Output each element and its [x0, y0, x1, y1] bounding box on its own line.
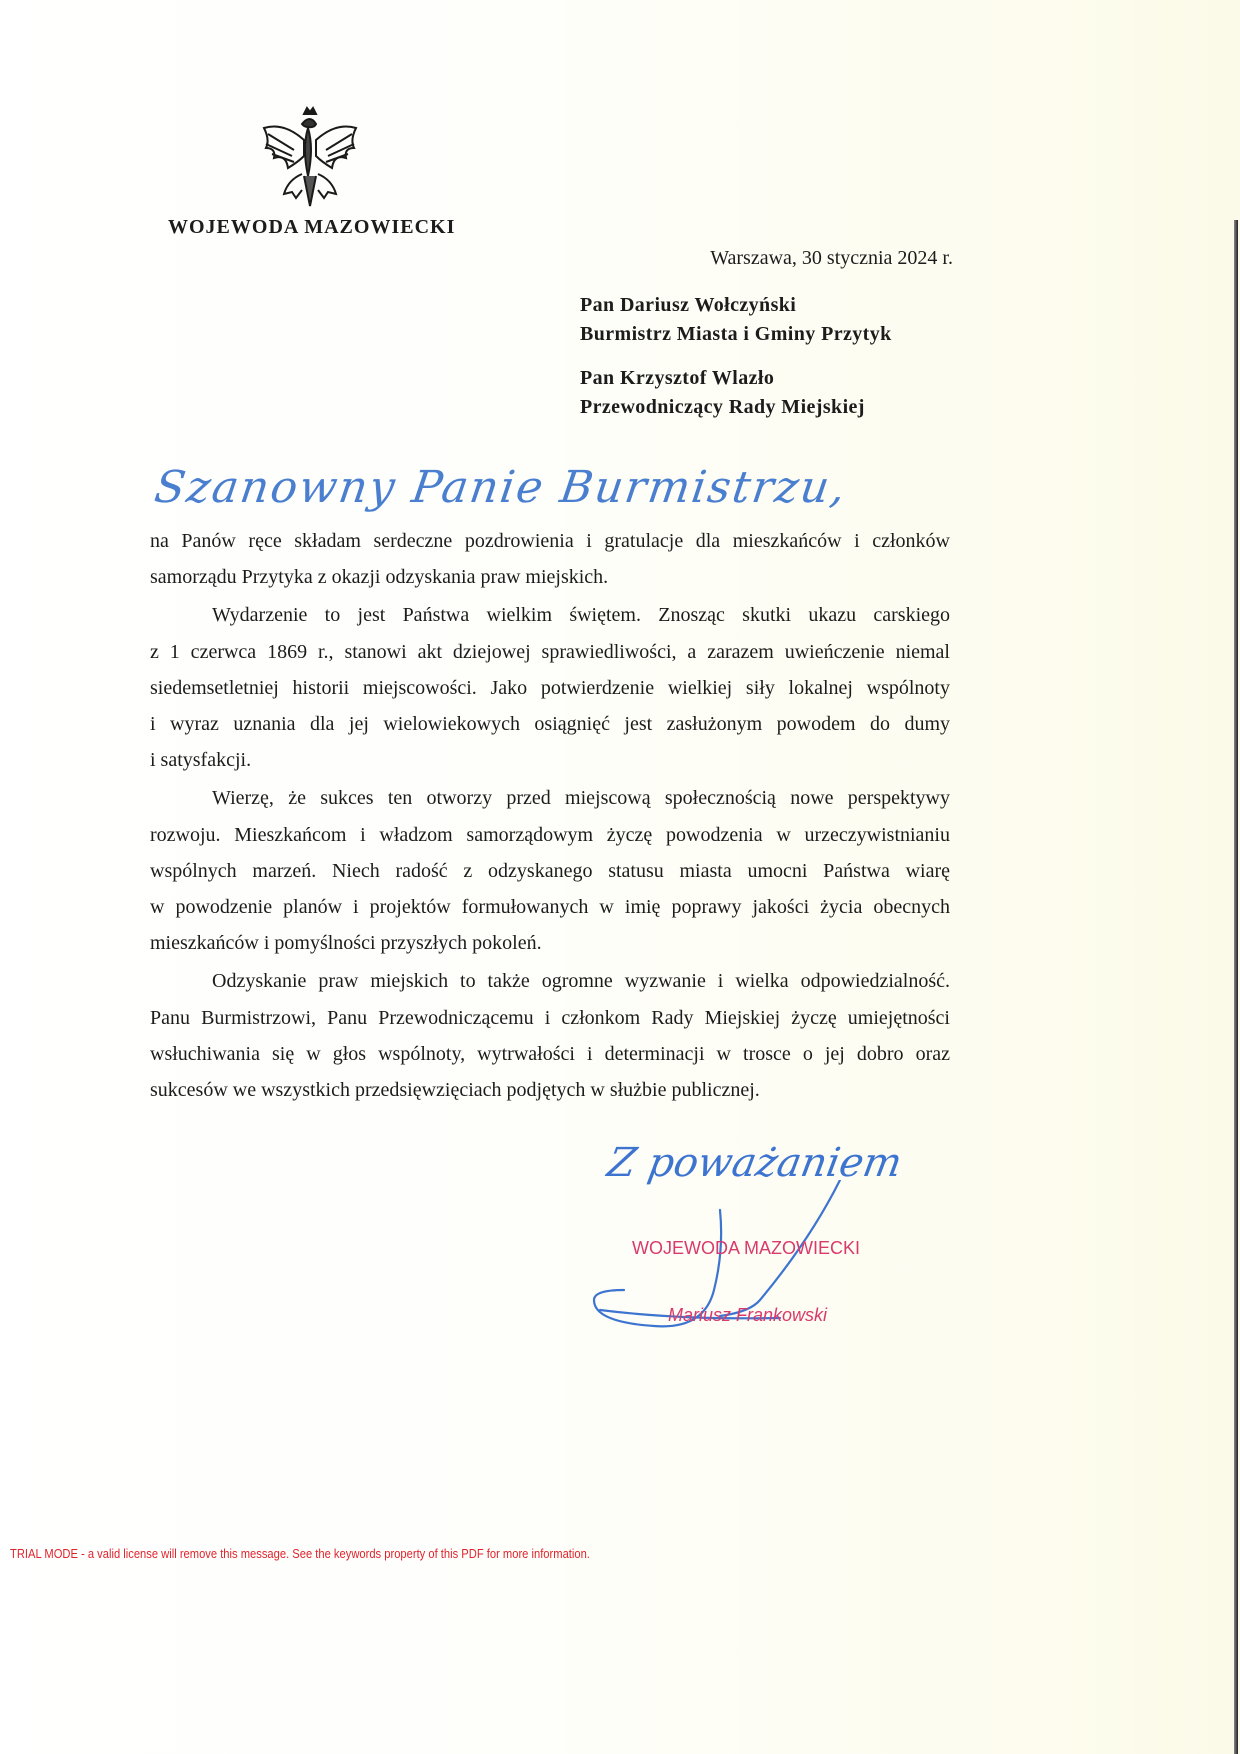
letter-body	[150, 523, 950, 1108]
body-line: wspólnych marzeń. Niech radość z odzyskanego statusu miasta umocni Państwa wiarę	[150, 859, 950, 882]
polish-eagle-emblem-icon	[258, 104, 362, 212]
body-line: z 1 czerwca 1869 r., stanowi akt dziejowej sprawiedliwości, a zarazem uwieńczenie niemal	[150, 640, 950, 663]
body-line: Panu Burmistrzowi, Panu Przewodniczącemu i członkom Rady Miejskiej życzę umiejętności	[150, 1006, 950, 1029]
paragraph	[150, 523, 950, 595]
body-line: Wydarzenie to jest Państwa wielkim świętem. Znosząc skutki ukazu carskiego	[212, 604, 950, 627]
stamp-office: WOJEWODA MAZOWIECKI	[632, 1238, 860, 1258]
recipient-title: Burmistrz Miasta i Gminy Przytyk	[580, 323, 892, 345]
trial-mode-notice: TRIAL MODE - a valid license will remove this message. See the keywords property of this PDF for more information.	[10, 1546, 590, 1561]
recipient-2	[580, 364, 865, 422]
paragraph	[150, 597, 950, 778]
recipient-1	[580, 291, 892, 349]
organization-header: WOJEWODA MAZOWIECKI	[168, 216, 456, 238]
paragraph	[150, 963, 950, 1108]
body-line: Odzyskanie praw miejskich to także ogromne wyzwanie i wielka odpowiedzialność.	[212, 970, 950, 993]
body-line: w powodzenie planów i projektów formułowanych w imię poprawy jakości życia obecnych	[150, 896, 950, 919]
body-line: na Panów ręce składam serdeczne pozdrowienia i gratulacje dla mieszkańców i członków	[150, 530, 950, 552]
letter-date: Warszawa, 30 stycznia 2024 r.	[710, 247, 953, 269]
recipient-name: Pan Dariusz Wołczyński	[580, 294, 797, 316]
body-line: samorządu Przytyka z okazji odzyskania praw miejskich.	[150, 566, 609, 589]
paragraph	[150, 780, 950, 961]
recipient-title: Przewodniczący Rady Miejskiej	[580, 396, 865, 418]
handwritten-salutation: Szanowny Panie Burmistrzu,	[151, 462, 851, 513]
body-line: i satysfakcji.	[150, 749, 252, 772]
body-line: mieszkańców i pomyślności przyszłych pokoleń.	[150, 932, 542, 955]
body-line: sukcesów we wszystkich przedsięwzięciach podjętych w służbie publicznej.	[150, 1079, 760, 1102]
body-line: wsłuchiwania się w głos wspólnoty, wytrwałości i determinacji w trosce o jej dobro oraz	[150, 1042, 950, 1065]
body-line: i wyraz uznania dla jej wielowiekowych osiągnięć jest zasłużonym powodem do dumy	[150, 713, 950, 736]
stamp-name: Mariusz Frankowski	[668, 1305, 828, 1325]
body-line: siedemsetletniej historii miejscowości. Jako potwierdzenie wielkiej siły lokalnej wspólnoty	[150, 676, 950, 699]
scan-page-edge	[1234, 220, 1238, 1754]
recipient-name: Pan Krzysztof Wlazło	[580, 367, 775, 389]
handwritten-closing: Z poważaniem	[603, 1140, 906, 1186]
body-line: rozwoju. Mieszkańcom i władzom samorządowym życzę powodzenia w urzeczywistnianiu	[150, 823, 950, 846]
body-line: Wierzę, że sukces ten otworzy przed miejscową społecznością nowe perspektywy	[212, 787, 950, 810]
